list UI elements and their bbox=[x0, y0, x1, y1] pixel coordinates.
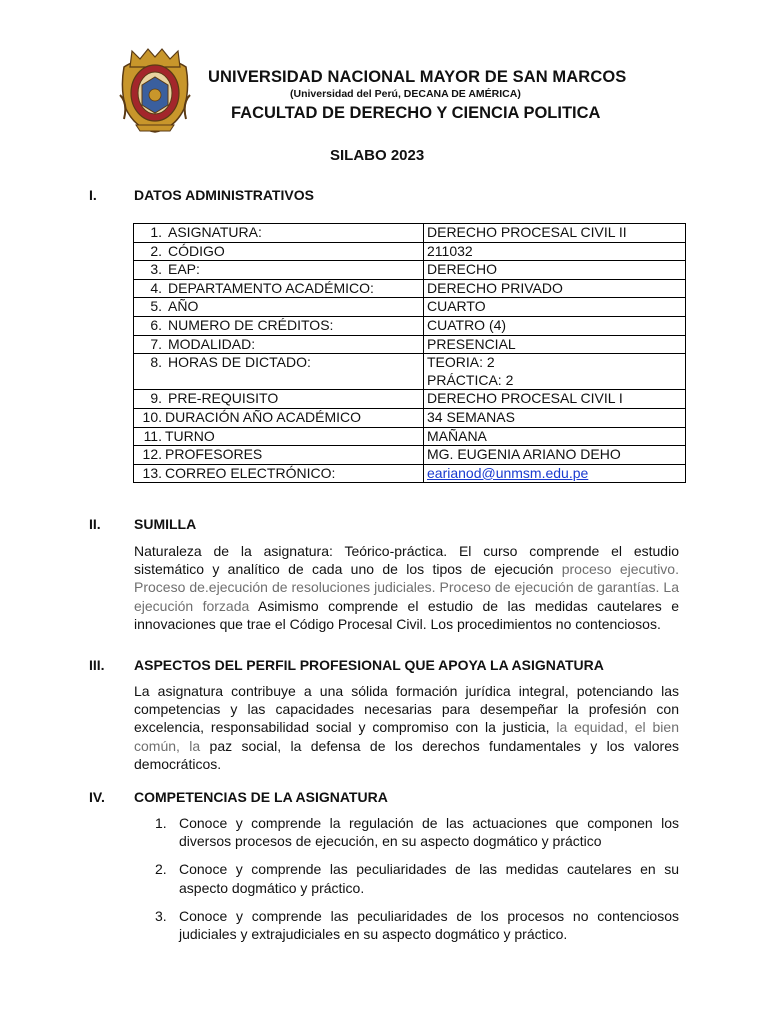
section-title-competencias: COMPETENCIAS DE LA ASIGNATURA bbox=[134, 789, 388, 805]
table-row bbox=[134, 427, 686, 446]
table-cell-label: 3. EAP: bbox=[134, 261, 424, 280]
table-cell-label: 8. HORAS DE DICTADO: bbox=[134, 354, 424, 390]
table-cell-label: 4. DEPARTAMENTO ACADÉMICO: bbox=[134, 279, 424, 298]
table-row bbox=[134, 464, 686, 483]
table-cell-value bbox=[424, 464, 686, 483]
table-cell-value: TEORIA: 2 PRÁCTICA: 2 bbox=[424, 354, 686, 390]
document-title: SILABO 2023 bbox=[330, 147, 425, 164]
table-row bbox=[134, 335, 686, 354]
list-item: 1. Conoce y comprende la regulación de las actuaciones que componen los diversos procesos de ejecución, en su aspecto dogmático y práctico bbox=[155, 815, 679, 850]
table-cell-value: 34 SEMANAS bbox=[424, 408, 686, 427]
table-cell-label: 10. DURACIÓN AÑO ACADÉMICO bbox=[134, 408, 424, 427]
email-link[interactable]: earianod@unmsm.edu.pe bbox=[427, 464, 589, 481]
table-cell-value: MG. EUGENIA ARIANO DEHO bbox=[424, 446, 686, 465]
table-row bbox=[134, 242, 686, 261]
section-title-datos: DATOS ADMINISTRATIVOS bbox=[134, 187, 314, 203]
section-number: I. bbox=[89, 187, 97, 203]
university-name: UNIVERSIDAD NACIONAL MAYOR DE SAN MARCOS bbox=[208, 68, 627, 86]
table-row bbox=[134, 446, 686, 465]
table-cell-value: PRESENCIAL bbox=[424, 335, 686, 354]
faculty-name: FACULTAD DE DERECHO Y CIENCIA POLITICA bbox=[231, 104, 601, 122]
table-cell-label: 6. NUMERO DE CRÉDITOS: bbox=[134, 316, 424, 335]
table-cell-label: 1. ASIGNATURA: bbox=[134, 224, 424, 243]
table-cell-value: 211032 bbox=[424, 242, 686, 261]
table-cell-value: MAÑANA bbox=[424, 427, 686, 446]
table-row bbox=[134, 224, 686, 243]
table-cell-label: 12. PROFESORES bbox=[134, 446, 424, 465]
table-cell-label: 7. MODALIDAD: bbox=[134, 335, 424, 354]
table-row bbox=[134, 390, 686, 409]
list-item: 2. Conoce y comprende las peculiaridades de las medidas cautelares en su aspecto dogmático y práctico. bbox=[155, 861, 679, 896]
table-cell-label: 5. AÑO bbox=[134, 298, 424, 317]
table-row bbox=[134, 316, 686, 335]
perfil-paragraph: La asignatura contribuye a una sólida formación jurídica integral, potenciando las competencias y las capacidades necesarias para desempeñar la profesión con excelencia, responsabilidad social y compromiso con la justicia, la equidad, el bien común, la paz social, la defensa de los derechos fundamentales y los valores democráticos. bbox=[134, 683, 679, 772]
university-subtitle: (Universidad del Perú, DECANA DE AMÉRICA) bbox=[290, 88, 521, 100]
table-cell-value: DERECHO PROCESAL CIVIL II bbox=[424, 224, 686, 243]
list-item: 3. Conoce y comprende las peculiaridades de los procesos no contenciosos judiciales y extrajudiciales en su aspecto dogmático y práctico. bbox=[155, 907, 679, 943]
section-title-sumilla: SUMILLA bbox=[134, 516, 197, 532]
table-row bbox=[134, 279, 686, 298]
sumilla-paragraph: Naturaleza de la asignatura: Teórico-práctica. El curso comprende el estudio sistemático y analítico de cada uno de los tipos de ejecución proceso ejecutivo. Proceso de.ejecución de resoluciones judiciales. Proceso de ejecución de garantías. La ejecución forzada Asimismo comprende el estudio de las medidas cautelares e innovaciones que trae el Código Procesal Civil. Los procedimientos no contenciosos. bbox=[134, 543, 679, 632]
table-row bbox=[134, 261, 686, 280]
table-cell-label: 13. CORREO ELECTRÓNICO: bbox=[134, 464, 424, 483]
competencias-list bbox=[134, 814, 679, 953]
table-cell-value: CUATRO (4) bbox=[424, 316, 686, 335]
university-seal-logo bbox=[118, 45, 192, 133]
table-cell-value: DERECHO bbox=[424, 261, 686, 280]
table-row bbox=[134, 408, 686, 427]
table-cell-value: DERECHO PRIVADO bbox=[424, 279, 686, 298]
admin-data-table bbox=[133, 223, 686, 483]
section-number: III. bbox=[89, 657, 105, 673]
table-cell-label: 2. CÓDIGO bbox=[134, 242, 424, 261]
table-cell-label: 9. PRE-REQUISITO bbox=[134, 390, 424, 409]
section-title-perfil: ASPECTOS DEL PERFIL PROFESIONAL QUE APOYA LA ASIGNATURA bbox=[134, 657, 604, 673]
table-row bbox=[134, 298, 686, 317]
table-cell-label: 11. TURNO bbox=[134, 427, 424, 446]
table-cell-value: DERECHO PROCESAL CIVIL I bbox=[424, 390, 686, 409]
section-number: II. bbox=[89, 516, 101, 532]
table-cell-value: CUARTO bbox=[424, 298, 686, 317]
table-row bbox=[134, 354, 686, 390]
section-number: IV. bbox=[89, 789, 105, 805]
